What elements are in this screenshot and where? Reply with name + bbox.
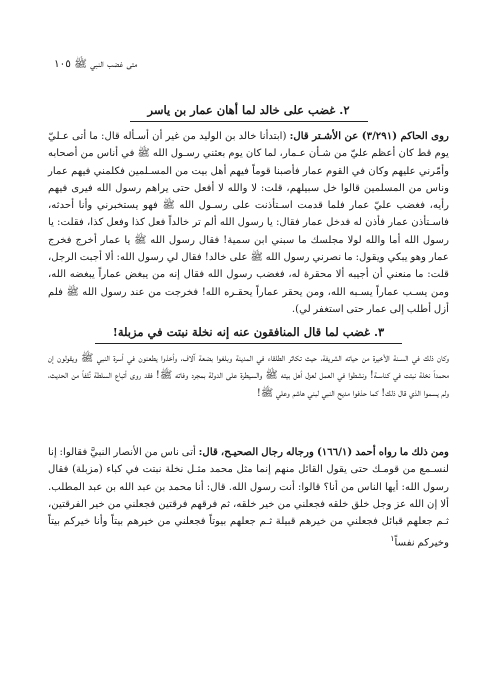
section-1-body (48, 128, 449, 318)
section-2-body (48, 350, 449, 402)
section-3-text: أتى ناس من الأنصار النبيَّ فقالوا: إنا لنسـمع من قومـك حتى يقول القائل منهم إنما مثل محمد مثـل نخلة نبتت في كباء (مزبلة) فقال رسول الله: أيها الناس من أنا؟ قالوا: أنت رسول الله. قال: أنا محمد بن عبد الله بن عبد المطلب. ألا إن الله عز وجل خلق خلقه فجعلني من خير خلقه، ثم فرقهم فرقتين فجعلني من خير الفرقتين، ثـم جعلهم قبائل فجعلني من خيرهم قبيلة ثـم جعلهم بيوتاً فجعلني من خيرهم بيتاً وأنا خيركم بيتاً وخيركم نفساً (48, 447, 449, 549)
section-1-heading: ٢. غضب على خالد لما أهان عمار بن ياسر (130, 102, 368, 122)
section-3-paragraph (48, 444, 449, 552)
section-3-body (48, 444, 449, 552)
section-3-lead: ومن ذلك ما رواه أحمد (١٦٦/١) ورجاله رجال الصحيـح، قال: (198, 446, 449, 458)
running-title-text: متى غضب النبي ﷺ (74, 58, 138, 70)
section-2-heading: ٣. غضب لما قال المنافقون عنه إنه نخلة نبتت في مزبلة! (95, 324, 402, 344)
page-number: ١٠٥ (54, 58, 71, 70)
footnote-mark: ١ (390, 534, 395, 544)
running-title (48, 56, 137, 72)
section-2-heading-wrap (48, 324, 449, 344)
section-1-lead: روى الحاكم (٣/٢٩١) عن الأشـتر قال: (289, 130, 449, 142)
section-1-heading-wrap (48, 102, 449, 122)
section-1-paragraph (48, 128, 449, 318)
section-1-text: (ابتدأنا خالد بن الوليد من غير أن أسـأله قال: ما أتى عـليّ يوم قط كان أعظم عليّ من شـأن عـمار، لما كان يوم بعثني رسـول الله ﷺ في أناس من أصحابه وأمّرني عليهم وكان في القوم عمار فأصبنا قوماً فيهم أهل بيت من المسـلمين فكلمني فيهم عمار وناس من المسلمين قالوا خل سبيلهم، قلت: لا والله لا أفعل حتى يراهم رسول الله فيرى فيهم رأيه، فغضب عليّ عمار فلما قدمت اسـتأذنت على رسـول الله ﷺ فهو يستخبرني وأنا أحدثه، فاسـتأذن عمار فأذن له فدخل عمار فقال: يا رسول الله ألم تر خالداً فعل كذا وفعل كذا، فقلت: يا رسول الله أما والله لولا مجلسك ما سبني ابن سمية! فقال رسول الله ﷺ يا عمار أخرج فخرج عمار وهو يبكي ويقول: ما نصرني رسول الله ﷺ على خالد! فقال لي رسول الله: ألا أجبت الرجل، قلت: ما منعني أن أجيبه ألا محقرة له، فغضب رسول الله فقال إنه من يبغض عماراً يبغضه الله، ومن يسـب عماراً يسـبه الله، ومن يحقر عماراً يحقـره الله! فخرجت من عند رسول الله ﷺ فلم أزل أطلب إلى عمار حتى استغفر لي). (48, 131, 449, 315)
running-header (48, 56, 449, 72)
section-2-paragraph: وكان ذلك في السـنة الأخيرة من حياته الشريفة، حيث تكاثر الطلقاء في المدينة وبلغوا بضعة آلاف، وأخذوا يطعنون في أسرة النبي ﷺ ويقولون إن محمداً نخلة نبتت في كناسـة! ونشطوا في العمل لعزل أهل بيته ﷺ والسيطرة على الدولة بمجرد وفاته ﷺ! فقد روى أتباع السلطة نُتَفاً من الحديث، ولم يسموا الذي قال ذلك! كما حذفوا مديح النبي لبني هاشم وعلي ﷺ! (48, 353, 449, 399)
